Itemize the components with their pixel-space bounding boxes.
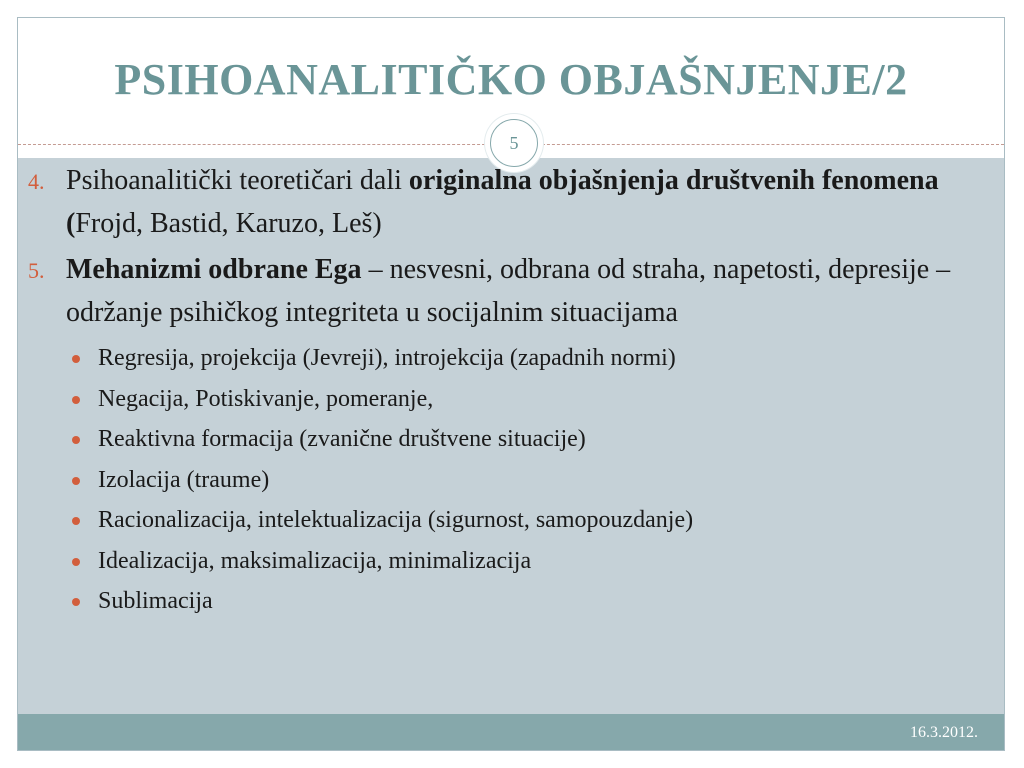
- footer-bar: [18, 714, 1004, 751]
- bullet-icon: [72, 558, 80, 566]
- bullet-icon: [72, 477, 80, 485]
- list-item: [68, 541, 973, 582]
- bullet-icon: [72, 396, 80, 404]
- point-text-segment: Psihoanalitički teoretičari dali: [66, 165, 409, 196]
- bullet-icon: [72, 598, 80, 606]
- point-text-segment: – nesvesni, odbrana od straha, napetosti, depresije – održanje psihičkog integriteta u socijalnim situacijama: [66, 254, 951, 328]
- list-item: [68, 500, 973, 541]
- list-item-text: Regresija, projekcija (Jevreji), introjekcija (zapadnih normi): [98, 345, 676, 371]
- point-text-segment-bold: originalna objašnjenja društvenih fenomena (: [66, 165, 939, 239]
- list-item-text: Izolacija (traume): [98, 466, 270, 493]
- defense-mechanisms-list: [28, 338, 973, 622]
- list-item: [68, 581, 973, 622]
- point-4: [28, 160, 973, 245]
- list-item-text: Sublimacija: [98, 588, 213, 614]
- point-number: 5.: [28, 258, 45, 283]
- point-text-segment-bold: Mehanizmi odbrane Ega: [66, 254, 362, 285]
- bullet-icon: [72, 355, 80, 363]
- page-number: 5: [490, 119, 538, 167]
- list-item-text: Idealizacija, maksimalizacija, minimalizacija: [98, 547, 532, 574]
- list-item: [68, 338, 973, 379]
- slide-title: PSIHOANALITIČKO OBJAŠNJENJE/2: [114, 55, 908, 104]
- slide-body: [28, 160, 973, 622]
- footer-date: 16.3.2012.: [910, 724, 978, 741]
- point-5: [28, 249, 973, 334]
- point-number: 4.: [28, 169, 45, 194]
- point-text-segment: Frojd, Bastid, Karuzo, Leš): [75, 208, 382, 239]
- list-item-text: Racionalizacija, intelektualizacija (sigurnost, samopouzdanje): [98, 507, 694, 533]
- list-item: [68, 419, 973, 460]
- bullet-icon: [72, 517, 80, 525]
- list-item-text: Reaktivna formacija (zvanične društvene situacije): [98, 426, 586, 452]
- list-item: [68, 379, 973, 420]
- bullet-icon: [72, 436, 80, 444]
- list-item-text: Negacija, Potiskivanje, pomeranje,: [98, 385, 434, 412]
- list-item: [68, 460, 973, 501]
